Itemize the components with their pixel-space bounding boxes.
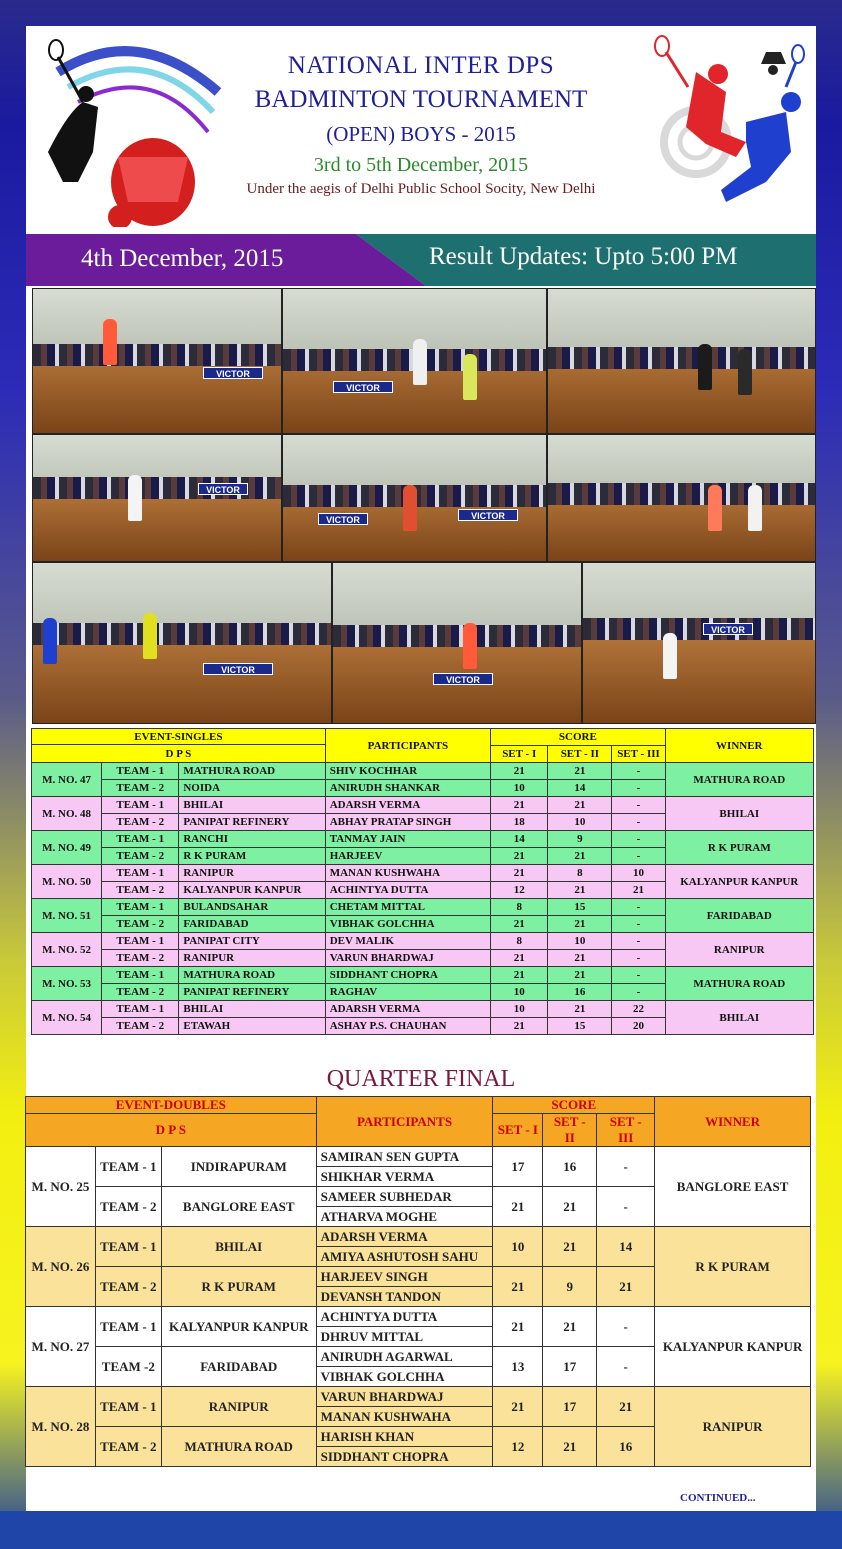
match-photo (32, 434, 282, 562)
set1-score: 10 (491, 780, 548, 797)
set2-score: 21 (548, 950, 612, 967)
set2-score: 21 (543, 1187, 597, 1227)
dps-name: BHILAI (179, 1001, 325, 1018)
participant-name: VARUN BHARDWAJ (316, 1387, 493, 1407)
match-number: M. NO. 28 (26, 1387, 96, 1467)
participant-name: ANIRUDH SHANKAR (325, 780, 490, 797)
participant-name: MANAN KUSHWAHA (316, 1407, 493, 1427)
match-number: M. NO. 50 (32, 865, 102, 899)
set3-score: - (597, 1307, 655, 1347)
dps-name: RANIPUR (161, 1387, 316, 1427)
set3-score: 10 (612, 865, 665, 882)
set1-score: 21 (491, 763, 548, 780)
sponsor-banner: VICTOR (203, 367, 263, 379)
set1-score: 12 (491, 882, 548, 899)
singles-results-table (31, 728, 814, 1035)
participant-name: VIBHAK GOLCHHA (325, 916, 490, 933)
participant-name: AMIYA ASHUTOSH SAHU (316, 1247, 493, 1267)
sponsor-banner: VICTOR (198, 483, 248, 495)
match-number: M. NO. 47 (32, 763, 102, 797)
sponsor-banner: VICTOR (333, 381, 393, 393)
banner-result-updates: Result Updates: Upto 5:00 PM (429, 243, 738, 270)
title-line-1: NATIONAL INTER DPS (287, 52, 555, 79)
match-number: M. NO. 48 (32, 797, 102, 831)
table-row (32, 763, 814, 780)
event-header: EVENT-DOUBLES (26, 1097, 317, 1114)
team-label: TEAM - 2 (102, 916, 179, 933)
set1-score: 21 (491, 797, 548, 814)
team-label: TEAM - 1 (95, 1307, 161, 1347)
team-label: TEAM - 2 (102, 780, 179, 797)
winner-name: KALYANPUR KANPUR (655, 1307, 811, 1387)
sponsor-banner: VICTOR (203, 663, 273, 675)
set1-score: 13 (493, 1347, 543, 1387)
set3-score: - (612, 916, 665, 933)
set2-score: 21 (548, 916, 612, 933)
set3-score: 14 (597, 1227, 655, 1267)
set3-score: - (597, 1347, 655, 1387)
team-label: TEAM -2 (95, 1347, 161, 1387)
aegis-text: Under the aegis of Delhi Public School Socity, New Delhi (246, 181, 596, 197)
dps-name: RANIPUR (179, 865, 325, 882)
winner-header: WINNER (655, 1097, 811, 1147)
set1-score: 21 (493, 1387, 543, 1427)
winner-name: BHILAI (665, 797, 813, 831)
tournament-dates: 3rd to 5th December, 2015 (313, 154, 529, 176)
set1-score: 10 (491, 984, 548, 1001)
set2-score: 15 (548, 1018, 612, 1035)
team-label: TEAM - 2 (95, 1427, 161, 1467)
match-number: M. NO. 25 (26, 1147, 96, 1227)
winner-name: BANGLORE EAST (655, 1147, 811, 1227)
team-label: TEAM - 2 (95, 1187, 161, 1227)
participant-name: SHIKHAR VERMA (316, 1167, 493, 1187)
set1-score: 21 (493, 1307, 543, 1347)
participant-name: RAGHAV (325, 984, 490, 1001)
dps-header: D P S (26, 1114, 317, 1147)
participant-name: HARISH KHAN (316, 1427, 493, 1447)
set1-score: 8 (491, 933, 548, 950)
match-photo (282, 434, 547, 562)
continued-note: CONTINUED... (680, 1492, 756, 1504)
participant-name: ADARSH VERMA (325, 797, 490, 814)
winner-name: R K PURAM (665, 831, 813, 865)
set1-header: SET - I (491, 746, 548, 763)
set2-score: 21 (548, 763, 612, 780)
table-row (26, 1307, 811, 1327)
table-row (26, 1387, 811, 1407)
participant-name: DEVANSH TANDON (316, 1287, 493, 1307)
set2-score: 10 (548, 933, 612, 950)
winner-name: R K PURAM (655, 1227, 811, 1307)
table-row (32, 967, 814, 984)
table-row (32, 899, 814, 916)
set2-score: 9 (543, 1267, 597, 1307)
participant-name: DEV MALIK (325, 933, 490, 950)
match-number: M. NO. 27 (26, 1307, 96, 1387)
team-label: TEAM - 1 (95, 1387, 161, 1427)
set2-score: 21 (548, 797, 612, 814)
participant-name: SAMEER SUBHEDAR (316, 1187, 493, 1207)
participant-name: ATHARVA MOGHE (316, 1207, 493, 1227)
sponsor-banner: VICTOR (703, 623, 753, 635)
table-row (26, 1227, 811, 1247)
set1-header: SET - I (493, 1114, 543, 1147)
winner-name: BHILAI (665, 1001, 813, 1035)
date-banner (26, 234, 816, 286)
dps-name: MATHURA ROAD (179, 967, 325, 984)
participants-header: PARTICIPANTS (316, 1097, 493, 1147)
set2-header: SET - II (543, 1114, 597, 1147)
team-label: TEAM - 1 (102, 899, 179, 916)
team-label: TEAM - 2 (102, 882, 179, 899)
set2-score: 14 (548, 780, 612, 797)
winner-header: WINNER (665, 729, 813, 763)
set1-score: 12 (493, 1427, 543, 1467)
set3-score: - (612, 899, 665, 916)
set3-score: - (612, 967, 665, 984)
dps-name: NOIDA (179, 780, 325, 797)
team-label: TEAM - 1 (95, 1227, 161, 1267)
participant-name: ASHAY P.S. CHAUHAN (325, 1018, 490, 1035)
dps-name: MATHURA ROAD (161, 1427, 316, 1467)
set1-score: 21 (493, 1267, 543, 1307)
dps-name: MATHURA ROAD (179, 763, 325, 780)
table-row (32, 933, 814, 950)
set1-score: 21 (491, 1018, 548, 1035)
set2-score: 16 (548, 984, 612, 1001)
title-line-2: BADMINTON TOURNAMENT (254, 86, 588, 113)
participant-name: SIDDHANT CHOPRA (325, 967, 490, 984)
winner-name: RANIPUR (665, 933, 813, 967)
participant-name: SIDDHANT CHOPRA (316, 1447, 493, 1467)
score-header: SCORE (493, 1097, 655, 1114)
set2-score: 15 (548, 899, 612, 916)
dps-name: PANIPAT REFINERY (179, 984, 325, 1001)
banner-date: 4th December, 2015 (81, 245, 284, 272)
set1-score: 21 (491, 967, 548, 984)
set1-score: 14 (491, 831, 548, 848)
header (26, 26, 816, 232)
set3-score: 21 (597, 1387, 655, 1427)
dps-name: PANIPAT REFINERY (179, 814, 325, 831)
set3-score: - (612, 933, 665, 950)
table-row (32, 797, 814, 814)
dps-name: BHILAI (179, 797, 325, 814)
event-header: EVENT-SINGLES (32, 729, 326, 745)
participant-name: VIBHAK GOLCHHA (316, 1367, 493, 1387)
table-row (26, 1147, 811, 1167)
dps-name: FARIDABAD (179, 916, 325, 933)
dps-name: KALYANPUR KANPUR (179, 882, 325, 899)
set1-score: 21 (491, 950, 548, 967)
set2-score: 21 (548, 1001, 612, 1018)
team-label: TEAM - 2 (102, 814, 179, 831)
team-label: TEAM - 2 (102, 950, 179, 967)
participant-name: ANIRUDH AGARWAL (316, 1347, 493, 1367)
winner-name: MATHURA ROAD (665, 967, 813, 1001)
team-label: TEAM - 1 (102, 933, 179, 950)
match-number: M. NO. 53 (32, 967, 102, 1001)
set3-score: - (597, 1187, 655, 1227)
dps-name: INDIRAPURAM (161, 1147, 316, 1187)
quarter-final-title: QUARTER FINAL (326, 1066, 516, 1092)
set2-score: 21 (543, 1307, 597, 1347)
set1-score: 21 (493, 1187, 543, 1227)
participant-name: ADARSH VERMA (325, 1001, 490, 1018)
set3-header: SET - III (612, 746, 665, 763)
set3-score: 20 (612, 1018, 665, 1035)
set3-score: - (612, 848, 665, 865)
match-number: M. NO. 52 (32, 933, 102, 967)
set2-score: 16 (543, 1147, 597, 1187)
set3-score: - (612, 814, 665, 831)
set3-score: - (612, 831, 665, 848)
winner-name: RANIPUR (655, 1387, 811, 1467)
set2-score: 21 (548, 882, 612, 899)
dps-name: R K PURAM (161, 1267, 316, 1307)
match-photo (32, 288, 282, 434)
dps-name: RANIPUR (179, 950, 325, 967)
participant-name: TANMAY JAIN (325, 831, 490, 848)
team-label: TEAM - 2 (102, 848, 179, 865)
sponsor-banner: VICTOR (433, 673, 493, 685)
table-row (32, 831, 814, 848)
set3-score: 21 (612, 882, 665, 899)
set1-score: 8 (491, 899, 548, 916)
set3-score: 22 (612, 1001, 665, 1018)
winner-name: FARIDABAD (665, 899, 813, 933)
team-label: TEAM - 1 (102, 1001, 179, 1018)
set2-score: 21 (548, 967, 612, 984)
set1-score: 18 (491, 814, 548, 831)
match-photo (32, 562, 332, 724)
set3-score: - (597, 1147, 655, 1187)
dps-name: FARIDABAD (161, 1347, 316, 1387)
team-label: TEAM - 1 (102, 831, 179, 848)
team-label: TEAM - 2 (102, 984, 179, 1001)
set3-score: - (612, 984, 665, 1001)
participant-name: MANAN KUSHWAHA (325, 865, 490, 882)
match-number: M. NO. 51 (32, 899, 102, 933)
table-row (32, 1001, 814, 1018)
participant-name: ADARSH VERMA (316, 1227, 493, 1247)
set2-score: 8 (548, 865, 612, 882)
set2-score: 17 (543, 1347, 597, 1387)
participant-name: DHRUV MITTAL (316, 1327, 493, 1347)
match-number: M. NO. 54 (32, 1001, 102, 1035)
set3-score: 21 (597, 1267, 655, 1307)
set3-score: - (612, 780, 665, 797)
participant-name: ACHINTYA DUTTA (316, 1307, 493, 1327)
photo-collage (32, 288, 816, 724)
participant-name: CHETAM MITTAL (325, 899, 490, 916)
participant-name: VARUN BHARDWAJ (325, 950, 490, 967)
set1-score: 10 (491, 1001, 548, 1018)
set3-header: SET - III (597, 1114, 655, 1147)
set2-score: 21 (548, 848, 612, 865)
set2-score: 17 (543, 1387, 597, 1427)
sponsor-banner: VICTOR (318, 513, 368, 525)
dps-name: BANGLORE EAST (161, 1187, 316, 1227)
dps-header: D P S (32, 745, 326, 763)
table-row (32, 865, 814, 882)
set2-header: SET - II (548, 746, 612, 763)
match-photo (547, 434, 816, 562)
title-line-3: (OPEN) BOYS - 2015 (326, 122, 516, 146)
set1-score: 21 (491, 848, 548, 865)
dps-name: BHILAI (161, 1227, 316, 1267)
bottom-bar (0, 1511, 842, 1549)
participant-name: SHIV KOCHHAR (325, 763, 490, 780)
team-label: TEAM - 2 (95, 1267, 161, 1307)
match-photo (547, 288, 816, 434)
dps-name: PANIPAT CITY (179, 933, 325, 950)
set2-score: 21 (543, 1427, 597, 1467)
set3-score: - (612, 797, 665, 814)
sponsor-banner: VICTOR (458, 509, 518, 521)
team-label: TEAM - 1 (102, 797, 179, 814)
match-number: M. NO. 49 (32, 831, 102, 865)
doubles-results-table (25, 1096, 811, 1467)
set2-score: 21 (543, 1227, 597, 1267)
team-label: TEAM - 1 (102, 967, 179, 984)
participant-name: ACHINTYA DUTTA (325, 882, 490, 899)
dps-name: BULANDSAHAR (179, 899, 325, 916)
set2-score: 10 (548, 814, 612, 831)
dps-name: ETAWAH (179, 1018, 325, 1035)
match-photo (332, 562, 582, 724)
team-label: TEAM - 1 (102, 865, 179, 882)
set1-score: 21 (491, 916, 548, 933)
score-header: SCORE (491, 729, 665, 746)
dps-name: KALYANPUR KANPUR (161, 1307, 316, 1347)
dps-name: R K PURAM (179, 848, 325, 865)
participant-name: ABHAY PRATAP SINGH (325, 814, 490, 831)
match-number: M. NO. 26 (26, 1227, 96, 1307)
set1-score: 21 (491, 865, 548, 882)
team-label: TEAM - 1 (95, 1147, 161, 1187)
participants-header: PARTICIPANTS (325, 729, 490, 763)
set1-score: 10 (493, 1227, 543, 1267)
set2-score: 9 (548, 831, 612, 848)
participant-name: HARJEEV SINGH (316, 1267, 493, 1287)
team-label: TEAM - 2 (102, 1018, 179, 1035)
dps-name: RANCHI (179, 831, 325, 848)
winner-name: KALYANPUR KANPUR (665, 865, 813, 899)
set3-score: - (612, 950, 665, 967)
team-label: TEAM - 1 (102, 763, 179, 780)
set1-score: 17 (493, 1147, 543, 1187)
match-photo (582, 562, 816, 724)
set3-score: 16 (597, 1427, 655, 1467)
participant-name: SAMIRAN SEN GUPTA (316, 1147, 493, 1167)
set3-score: - (612, 763, 665, 780)
winner-name: MATHURA ROAD (665, 763, 813, 797)
match-photo (282, 288, 547, 434)
participant-name: HARJEEV (325, 848, 490, 865)
